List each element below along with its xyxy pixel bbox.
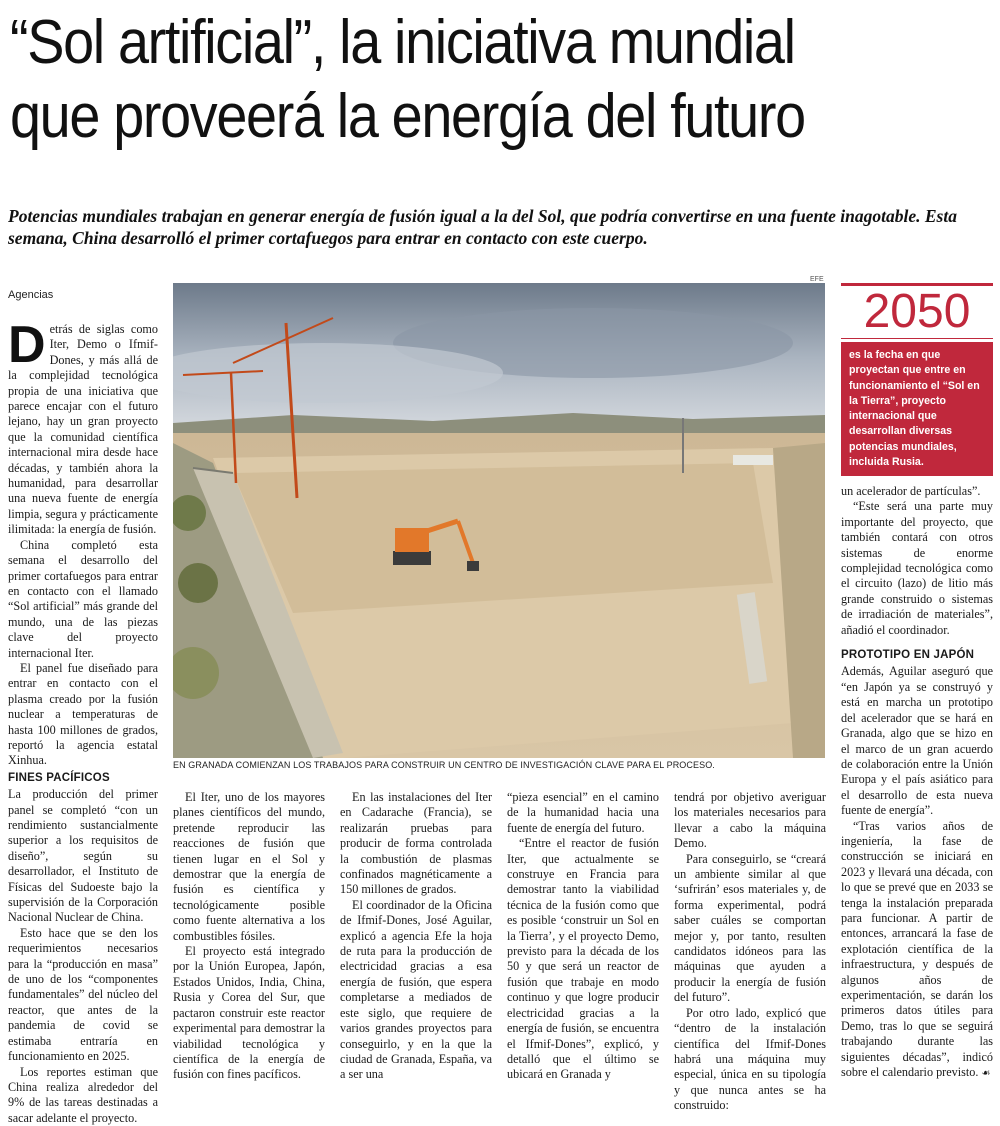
paragraph: China completó esta semana el desarrollo del primer cortafuegos para entrar en contacto con el llamado “Sol artificial” más grande del mundo, una de las piezas clave del proyecto internacional Iter. [8,538,158,661]
headline [10,6,897,154]
paragraph: “Tras varios años de ingeniería, la fase de construcción se iniciará en 2023 y llevará una década, con lo que se prevé que en 2033 se tenga la instalación preparada para funcionar. A partir de entonces, arrancará la fase de explotación científica de la infraestructura, y después de algunos años de experimentación, se darán los primeros datos útiles para Demo, tras lo que se seguirá trabajando durante las siguientes décadas”, indicó sobre el calendario previsto. ☙ [841,819,993,1082]
paragraph: Los reportes estiman que China realiza alrededor del 9% de las tareas destinadas a sacar adelante el proyecto. [8,1065,158,1126]
subheading: FINES PACÍFICOS [8,771,158,786]
paragraph: La producción del primer panel se completó “con un rendimiento sustancialmente superior a los requisitos de diseño”, según su desarrollador, el Instituto de Físicas del Sudoeste bajo la supervisión de la Corporación Nacional Nuclear de China. [8,787,158,926]
paragraph: “Este será una parte muy importante del proyecto, que también contará con otros sistemas de enorme complejidad tecnológica como el circuito (lazo) de litio más grande construido o sistemas de irradiación de materiales”, añadió el coordinador. [841,499,993,638]
paragraph: Además, Aguilar aseguró que “en Japón ya se construyó y está en marcha un prototipo del acelerador que se hará en Granada, algo que se hizo en el marco de un gran acuerdo de colaboración entre la Unión Europa y el país asiático para el desarrollo de esta nueva fuente de energía”. [841,664,993,818]
construction-site-illustration [173,283,825,758]
paragraph: un acelerador de partículas”. [841,484,993,499]
column-3 [340,790,492,1083]
byline: Agencias [8,289,53,301]
column-5 [674,790,826,1114]
factbox-text: es la fecha en que proyectan que entre en funcionamiento el “Sol en la Tierra”, proyecto internacional que desarrollan diversas potencias mundiales, incluida Rusia. [841,342,993,476]
column-6 [841,484,993,1081]
headline-line-1: “Sol artificial”, la iniciativa mundial [10,6,897,80]
headline-line-2: que proveerá la energía del futuro [10,80,897,154]
paragraph: Para conseguirlo, se “creará un ambiente similar al que ‘sufrirán’ esos materiales y, de forma experimental, podrá saber cuáles se comportan mejor y, por tanto, resulten candidatos idóneos para las máquinas que ayuden a producir la energía de fusión del futuro”. [674,852,826,1006]
paragraph: El coordinador de la Oficina de Ifmif-Dones, José Aguilar, explicó a agencia Efe la hoja de ruta para la producción de electricidad gracias a esa energía de fusión, que espera completarse a mediados de este siglo, que requiere de varios grandes proyectos para conseguirlo, y en la que la ciudad de Granada, España, va a ser una [340,898,492,1083]
construction-site-photo [173,283,825,758]
paragraph: “pieza esencial” en el camino de la humanidad hacia una fuente de energía del futuro. [507,790,659,836]
paragraph: En las instalaciones del Iter en Cadarache (Francia), se realizarán pruebas para producir de forma controlada la combustión de plasmas confinados magnéticamente a 150 millones de grados. [340,790,492,898]
photo-caption: EN GRANADA COMIENZAN LOS TRABAJOS PARA CONSTRUIR UN CENTRO DE INVESTIGACIÓN CLAVE PARA EL PROCESO. [173,760,825,770]
factbox [841,283,993,476]
paragraph: El proyecto está integrado por la Unión Europea, Japón, Estados Unidos, India, China, Rusia y Corea del Sur, que pactaron construir este reactor experimental para demostrar la viabilidad tecnológica y científica de la energía de fusión con fines pacíficos. [173,944,325,1083]
paragraph: “Entre el reactor de fusión Iter, que actualmente se construye en Francia para demostrar tanto la viabilidad técnica de la fusión como que es posible ‘construir un Sol en la Tierra’, y el proyecto Demo, previsto para la década de los 50 y que será un reactor de fusión que trabaje en modo continuo y que logre producir electricidad gracias a la energía de fusión, se encuentra el Ifmif-Dones”, explicó, y detalló que el último se ubicará en Granada y [507,836,659,1083]
end-mark-icon: ☙ [981,1068,990,1079]
paragraph: Detrás de siglas como Iter, Demo o Ifmif-Dones, y más allá de la complejidad tecnológica propia de una iniciativa que parece encajar con el futuro lejano, hay un gran proyecto que la comunidad científica internacional mira desde hace décadas, y también ahora la humanidad, para desarrollar una nueva fuente de energía limpia, segura y prácticamente ilimitada: la energía de fusión. [8,322,158,538]
factbox-number: 2050 [841,283,993,339]
column-4 [507,790,659,1083]
deck-subtitle: Potencias mundiales trabajan en generar energía de fusión igual a la del Sol, que podría convertirse en una fuente inagotable. Esta semana, China desarrolló el primer cortafuegos para entrar en contacto con este cuerpo. [8,205,993,249]
drop-cap: D [8,322,50,365]
paragraph: Por otro lado, explicó que “dentro de la instalación científica del Ifmif-Dones habrá una máquina muy especial, única en su tipología y que nunca antes se ha construido: [674,1006,826,1114]
paragraph: El Iter, uno de los mayores planes científicos del mundo, pretende reproducir las reacciones de fusión que tienen lugar en el Sol y demostrar que la energía de fusión es científica y tecnológicamente posible como fuente alternativa a los combustibles fósiles. [173,790,325,944]
column-1 [8,322,158,1126]
subheading: PROTOTIPO EN JAPÓN [841,648,993,663]
paragraph: El panel fue diseñado para entrar en contacto con el plasma creado por la fusión nuclear a temperaturas de hasta 100 millones de grados, reportó la agencia estatal Xinhua. [8,661,158,769]
paragraph: Esto hace que se den los requerimientos necesarios para la “producción en masa” de uno de los “componentes fundamentales” del núcleo del reactor, que antes de la pandemia de covid se estimaba entraría en funcionamiento en 2025. [8,926,158,1065]
column-2 [173,790,325,1083]
photo-credit: EFE [810,276,824,283]
paragraph: tendrá por objetivo averiguar los materiales necesarios para llevar a cabo la máquina Demo. [674,790,826,852]
